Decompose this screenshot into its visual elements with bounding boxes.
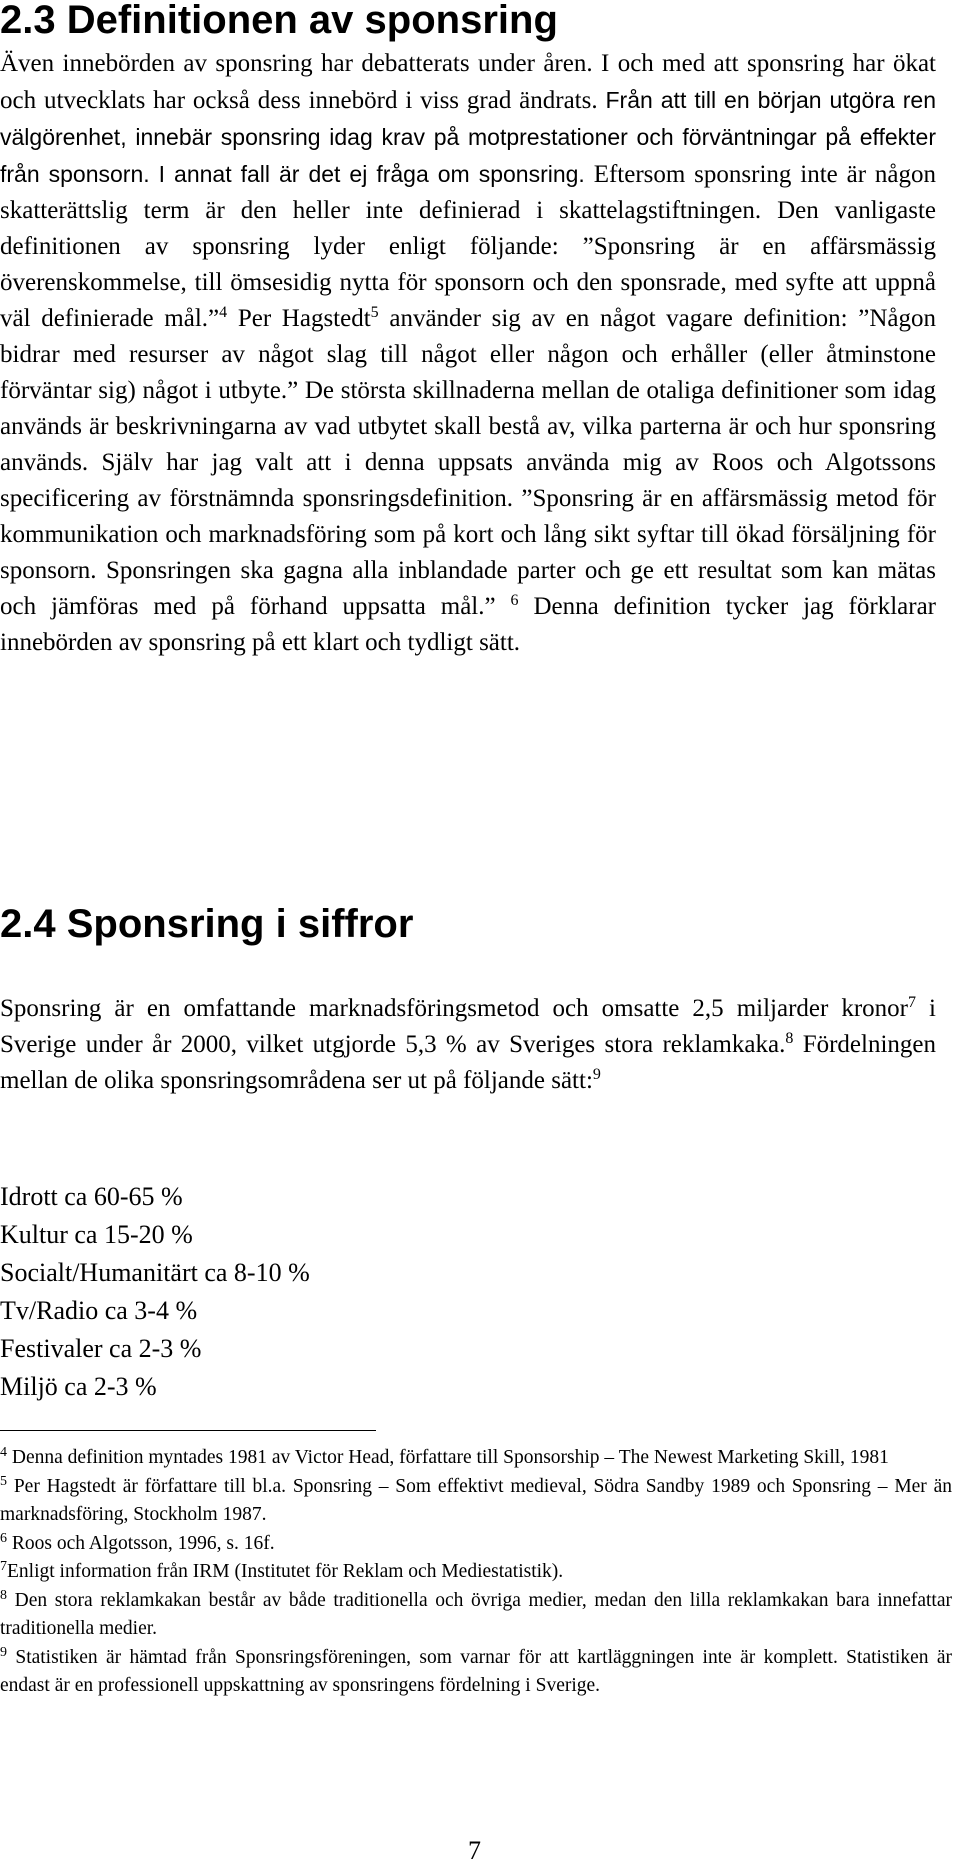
paragraph-text: Sponsring är en omfattande marknadsföringsmetod och omsatte 2,5 miljarder kronor xyxy=(0,995,909,1022)
figures-paragraph xyxy=(0,991,936,1099)
footnotes xyxy=(0,1444,952,1701)
paragraph-text: Denna definition tycker jag förklarar innebörden av sponsring på ett klart och tydligt sätt. xyxy=(0,593,936,656)
footnote-number: 8 xyxy=(0,1587,7,1603)
footnote-ref-9[interactable]: 9 xyxy=(592,1066,601,1084)
footnote-item xyxy=(0,1473,952,1530)
paragraph-text: Även innebörden av sponsring har debatterats under åren. I och med att sponsring har ökat och utvecklats har också dess innebörd i viss grad ändrats. xyxy=(0,50,936,114)
paragraph-text: Eftersom sponsring inte är någon skatterättslig term är den heller inte definierad i skattelagstiftningen. Den vanligaste definitionen av sponsring lyder enligt följande: ”Sponsring är en affärsmässig överenskommelse, till ömsesidig nytta för sponsorn och den sponsrade, med syfte att uppnå väl definierade mål.” xyxy=(0,161,937,332)
section-heading-2-4: 2.4 Sponsring i siffror xyxy=(0,902,414,946)
list-item: Tv/Radio ca 3-4 % xyxy=(0,1296,198,1325)
paragraph-text: använder sig av en något vagare definition: ”Någon bidrar med resurser av något slag till något eller någon och erhåller (eller åtminstone förväntar sig) något i utbyte.” De största skillnaderna mellan de otaliga definitioner som idag används är beskrivningarna av vad utbytet skall bestå av, vilka parterna är och hur sponsring används. Själv har jag valt att i denna uppsats använda mig av Roos och Algotssons specificering av förstnämnda sponsringsdefinition. ”Sponsring är en affärsmässig metod för kommunikation och marknadsföring som på kort och lång sikt syftar till ökad försäljning för sponsorn. Sponsringen ska gagna alla inblandade parter och ge ett resultat som kan mätas och jämföras med på förhand uppsatta mål.” xyxy=(0,305,937,620)
footnote-ref-5[interactable]: 5 xyxy=(370,304,379,322)
footnote-item xyxy=(0,1644,952,1701)
footnote-text: Roos och Algotsson, 1996, s. 16f. xyxy=(11,1532,275,1554)
definition-paragraph xyxy=(0,46,936,661)
list-item: Socialt/Humanitärt ca 8-10 % xyxy=(0,1258,310,1287)
footnote-text: Denna definition myntades 1981 av Victor Head, författare till Sponsorship – The Newest Marketing Skill, 1981 xyxy=(11,1447,889,1468)
footnote-number: 4 xyxy=(0,1445,7,1460)
footnote-ref-6[interactable]: 6 xyxy=(510,592,519,610)
footnote-number: 9 xyxy=(0,1644,7,1660)
page-number: 7 xyxy=(468,1836,481,1865)
footnote-ref-7[interactable]: 7 xyxy=(908,994,917,1012)
footnote-number: 5 xyxy=(0,1473,7,1489)
footnote-item xyxy=(0,1444,952,1473)
paragraph-text: Fördelningen mellan de olika sponsringsområdena ser ut på följande sätt: xyxy=(0,1031,937,1094)
footnote-item xyxy=(0,1587,952,1644)
list-item: Kultur ca 15-20 % xyxy=(0,1220,193,1249)
paragraph-text: i Sverige under år 2000, vilket utgjorde 5,3 % av Sveriges stora reklamkaka. xyxy=(0,995,936,1058)
footnote-separator xyxy=(0,1430,376,1431)
sponsorship-shares-list xyxy=(0,1178,310,1406)
footnote-text: Enligt information från IRM (Institutet för Reklam och Mediestatistik). xyxy=(7,1561,564,1582)
list-item: Festivaler ca 2-3 % xyxy=(0,1334,202,1363)
footnote-number: 7 xyxy=(0,1559,7,1574)
footnote-number: 6 xyxy=(0,1530,7,1546)
footnote-item xyxy=(0,1530,952,1559)
paragraph-text: Från att till en början utgöra ren välgörenhet, innebär sponsring idag krav på motprestationer och förväntningar på effekter från sponsorn. I annat fall är det ej fråga om sponsring. xyxy=(0,87,937,187)
footnote-ref-8[interactable]: 8 xyxy=(785,1030,794,1048)
paragraph-text: Per Hagstedt xyxy=(237,305,371,332)
footnote-text: Den stora reklamkakan består av både traditionella och övriga medier, medan den lilla reklamkakan bara innefattar traditionella medier. xyxy=(0,1589,952,1639)
section-heading-2-3: 2.3 Definitionen av sponsring xyxy=(0,0,558,42)
footnote-text: Statistiken är hämtad från Sponsringsföreningen, som varnar för att kartläggningen inte är komplett. Statistiken är endast är en professionell uppskattning av sponsringens fördelning i Sverige. xyxy=(0,1646,952,1696)
footnote-text: Per Hagstedt är författare till bl.a. Sponsring – Som effektivt medieval, Södra Sandby 1989 och Sponsring – Mer än marknadsföring, Stockholm 1987. xyxy=(0,1475,953,1525)
footnote-ref-4[interactable]: 4 xyxy=(219,304,228,322)
list-item: Miljö ca 2-3 % xyxy=(0,1372,157,1401)
list-item: Idrott ca 60-65 % xyxy=(0,1182,183,1211)
footnote-item xyxy=(0,1558,952,1587)
